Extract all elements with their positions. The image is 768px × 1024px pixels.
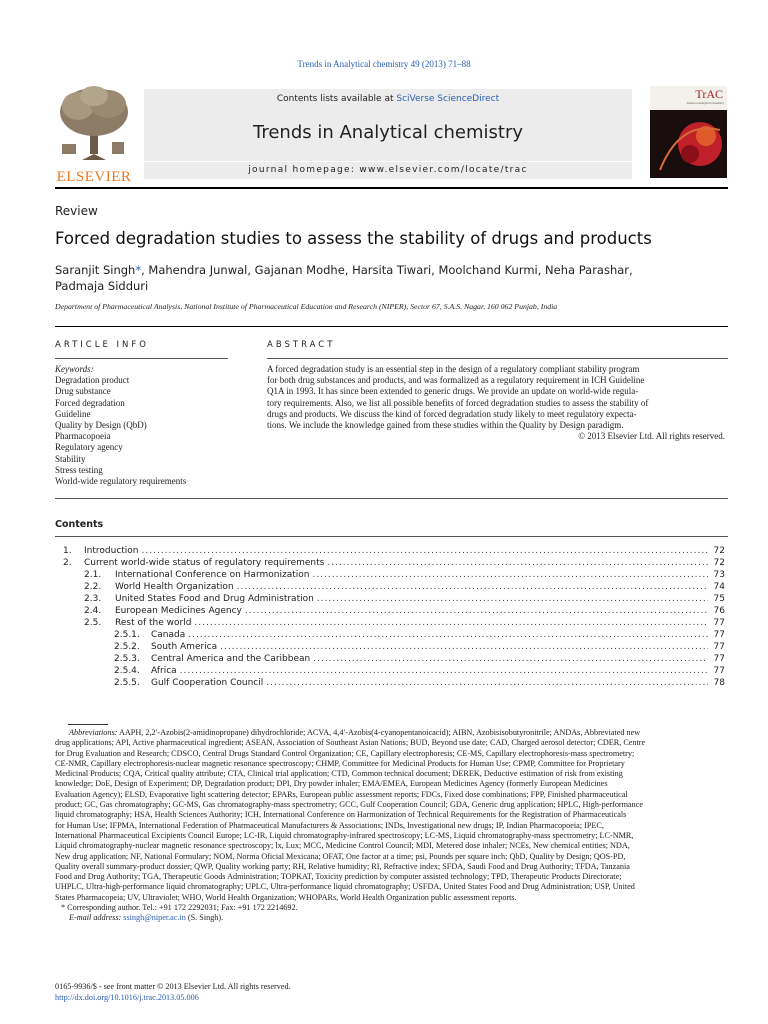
- elsevier-tree-icon: [52, 84, 136, 162]
- abbreviations-line: New drug application; NF, National Formulary; NOM, Norma Oficial Mexicana; OFAT, One factor at a time; psi, Pounds per square inch; QbD, Quality by Design; QOS-PD,: [55, 851, 626, 861]
- abbreviations-line: Evaluation Agency); ELSD, Evaporative light scattering detector; EPARs, European public assessment reports; FDCs, Fixed dose combinations; FPP, Finished pharmaceutical: [55, 789, 628, 799]
- abbreviations-line: knowledge; DoE, Design of Experiment; DP, Degradation product; DPI, Dry powder inhaler; EMA/EMEA, European Medicines Agency (formerly European Medicines: [55, 779, 608, 789]
- toc-number: 2.5.: [84, 618, 102, 628]
- keyword: Drug substance: [55, 386, 111, 397]
- article-info-heading: ARTICLE INFO: [55, 340, 149, 350]
- toc-number: 1.: [63, 546, 72, 556]
- abstract-line: drugs and products. We discuss the kind of forced degradation study likely to meet regulatory expecta-: [267, 408, 637, 419]
- contents-prefix: Contents lists available at: [276, 94, 394, 104]
- abbreviations-line: drug applications; API, Active pharmaceutical ingredient; ASEAN, Association of Southeast Asian Nations; BUD, Beyond use date; CAD, Charged aerosol detector; CDER, Centre: [55, 738, 646, 748]
- toc-page: 74: [713, 582, 725, 592]
- toc-title: Rest of the world: [115, 618, 192, 628]
- abbreviations-label: Abbreviations:: [69, 728, 118, 737]
- abbreviations-line: for Drug Evaluation and Research; CDSCO, Central Drugs Standard Control Organization; CE, Capillary electrophoresis; CE-MS, Capillary electrophoresis-mass spectrometry;: [55, 748, 635, 758]
- toc-number: 2.5.3.: [114, 654, 140, 664]
- toc-page: 72: [713, 546, 725, 556]
- keyword: Pharmacopoeia: [55, 431, 111, 442]
- cover-art-icon: [650, 110, 727, 178]
- toc-number: 2.2.: [84, 582, 102, 592]
- abbreviations-footnote: [55, 728, 730, 924]
- toc-page: 72: [713, 558, 725, 568]
- email-link[interactable]: ssingh@niper.ac.in: [123, 913, 186, 923]
- toc-page: 77: [713, 642, 725, 652]
- toc-title: Africa: [151, 666, 177, 676]
- toc-title: Current world-wide status of regulatory requirements: [84, 558, 325, 568]
- abbreviations-line: for Human Use; IFPMA, International Federation of Pharmaceutical Manufacturers & Associations; INDs, Investigational new drugs; IP, Indian Pharmacopoeia; IPEC,: [55, 820, 604, 830]
- toc-page: 77: [713, 654, 725, 664]
- toc-page: 75: [713, 594, 725, 604]
- keyword: Guideline: [55, 408, 91, 419]
- keyword: Quality by Design (QbD): [55, 420, 147, 431]
- toc-number: 2.: [63, 558, 72, 568]
- abstract-heading: ABSTRACT: [267, 340, 336, 350]
- toc-page: 78: [713, 678, 725, 688]
- abstract-line: tions. We include the knowledge gained from these studies within the Quality by Design paradigm.: [267, 420, 624, 431]
- toc-number: 2.4.: [84, 606, 102, 616]
- toc-number: 2.3.: [84, 594, 102, 604]
- toc-title: Central America and the Caribbean: [151, 654, 311, 664]
- author-last: Padmaja Sidduri: [55, 279, 149, 293]
- toc-page: 73: [713, 570, 725, 580]
- journal-title: Trends in Analytical chemistry: [252, 122, 523, 143]
- toc-number: 2.5.1.: [114, 630, 140, 640]
- toc-page: 77: [713, 666, 725, 676]
- email-suffix: (S. Singh).: [187, 913, 224, 923]
- cover-subtitle: Trends in Analytical Chemistry: [686, 101, 724, 105]
- abbreviations-line: Liquid chromatography-nuclear magnetic resonance spectroscopy; lx, Lux; MCC, Medicine Control Council; MDI, Metered dose inhaler; NCEs, New chemical entities; NDA,: [55, 841, 630, 851]
- toc-item-2-5-5[interactable]: [114, 676, 725, 689]
- issn-line: 0165-9936/$ - see front matter © 2013 Elsevier Ltd. All rights reserved.: [55, 982, 291, 991]
- abstract-line: tory requirements. Also, we list all possible benefits of forced degradation studies to assess the stability of: [267, 397, 649, 408]
- affiliation: Department of Pharmaceutical Analysis, National Institute of Pharmaceutical Education and Research (NIPER), Sector 67, S.A.S. Nagar, 160 062 Punjab, India: [55, 302, 558, 311]
- toc-leader: [266, 678, 708, 689]
- toc-title: World Health Organization: [115, 582, 234, 592]
- authors-rest: , Mahendra Junwal, Gajanan Modhe, Harsita Tiwari, Moolchand Kurmi, Neha Parashar,: [141, 263, 633, 277]
- cover-title: TrAC: [695, 87, 723, 101]
- toc-page: 77: [713, 630, 725, 640]
- article-title: Forced degradation studies to assess the stability of drugs and products: [55, 229, 652, 248]
- toc-title: United States Food and Drug Administration: [115, 594, 314, 604]
- toc-page: 77: [713, 618, 725, 628]
- journal-cover: [650, 86, 727, 178]
- toc-title: Gulf Cooperation Council: [151, 678, 264, 688]
- toc-title: European Medicines Agency: [115, 606, 242, 616]
- toc-title: South America: [151, 642, 218, 652]
- corresponding-author: [55, 903, 730, 913]
- sciencedirect-link[interactable]: SciVerse ScienceDirect: [396, 94, 500, 104]
- keyword: Stress testing: [55, 464, 103, 475]
- abbreviations-line: product; GC, Gas chromatography; GC-MS, Gas chromatography-mass spectrometry; GCC, Gulf Cooperation Council; GDA, Generic drug application; HPLC, High-performance: [55, 800, 644, 810]
- toc-title: International Conference on Harmonization: [115, 570, 310, 580]
- abstract-line: for both drug substances and products, and was formalized as a regulatory requirement in ICH Guideline: [267, 375, 645, 386]
- toc-number: 2.5.5.: [114, 678, 140, 688]
- toc-number: 2.5.2.: [114, 642, 140, 652]
- contents-available-line: [144, 94, 632, 104]
- contents-heading: Contents: [55, 519, 104, 530]
- corresponding-footnote-marker: *: [61, 903, 66, 913]
- article-type: Review: [55, 204, 98, 218]
- toc-number: 2.1.: [84, 570, 102, 580]
- keyword: Degradation product: [55, 375, 130, 386]
- keyword: Forced degradation: [55, 397, 125, 408]
- email-line: [55, 913, 730, 923]
- keywords-label: Keywords:: [55, 364, 94, 374]
- author-corresponding: Saranjit Singh: [55, 263, 136, 277]
- abbreviations-line: Food and Drug Authority; TGA, Therapeutic Goods Administration; TOPKAT, Toxicity prediction by computer assisted technology; TPD, Therapeutic Products Directorate;: [55, 872, 622, 882]
- email-label: E-mail address:: [69, 913, 122, 923]
- keywords-block: [55, 364, 186, 487]
- corresponding-details: Corresponding author. Tel.: +91 172 2292031; Fax: +91 172 2214692.: [67, 903, 298, 913]
- abbreviations-line: AAPH, 2,2′-Azobis(2-amidinopropane) dihydrochloride; ACVA, 4,4′-Azobis(4-cyanopentanoicacid); AIBN, Azobisisobutyronitrile; ANDAs, Abbreviated new: [118, 728, 641, 737]
- abbreviations-line: Quality overall summary-product dossier; QWP, Quality working party; RH, Relative humidity; RI, Refractive index; SFDA, Saudi Food and Drug Authority; TFDA, Tanzania: [55, 861, 630, 871]
- abstract-body: [267, 364, 737, 442]
- abstract-line: Q1A in 1993. It has since been extended to generic drugs. We provide an update on world-wide regula-: [267, 386, 639, 397]
- journal-homepage[interactable]: journal homepage: www.elsevier.com/locate/trac: [248, 165, 528, 175]
- toc-page: 76: [713, 606, 725, 616]
- abstract-line: A forced degradation study is an essential step in the design of a regulatory compliant stability program: [267, 364, 640, 374]
- authors: [55, 262, 735, 294]
- elsevier-logo: [52, 84, 136, 185]
- toc-title: Canada: [151, 630, 186, 640]
- journal-header-box: [144, 89, 632, 179]
- corresponding-marker[interactable]: *: [135, 263, 142, 277]
- abbreviations-line: UHPLC, Ultra-high-performance liquid chromatography; UPLC, Ultra-performance liquid chromatography; USFDA, United States Food and Drug Administration; USP, United: [55, 882, 635, 892]
- abbreviations-line: liquid chromatography; HSA, Health Sciences Authority; ICH, International Conference on Harmonization of Technical Requirements for the Registration of Pharmaceuticals: [55, 810, 627, 820]
- abbreviations-line: States Pharmacopeia; UV, Ultraviolet; WHO, World Health Organization; WHOPARs, World Health Organization public assessment reports.: [55, 892, 517, 902]
- abbreviations-line: International Pharmaceutical Excipients Council Europe; LC-IR, Liquid chromatography-infrared spectroscopy; LC-MS, Liquid chromatography-mass spectrometry; LC-NMR,: [55, 830, 634, 840]
- doi-link[interactable]: http://dx.doi.org/10.1016/j.trac.2013.05.006: [55, 993, 199, 1002]
- copyright: © 2013 Elsevier Ltd. All rights reserved.: [578, 431, 725, 442]
- keyword: Regulatory agency: [55, 442, 123, 453]
- elsevier-wordmark: ELSEVIER: [56, 169, 132, 185]
- abbreviations-line: CE-NMR, Capillary electrophoresis-nuclear magnetic resonance spectroscopy; CHMP, Committee for Medicinal Products for Human Use; CPMP, Committee for Proprietary: [55, 758, 625, 768]
- journal-reference[interactable]: Trends in Analytical chemistry 49 (2013) 71–88: [297, 59, 471, 69]
- keyword: World-wide regulatory requirements: [55, 476, 187, 487]
- keyword: Stability: [55, 453, 86, 464]
- abbreviations-line: Medicinal Products; CQA, Critical quality attribute; CTA, Clinical trial application; CTD, Common technical document; DEREK, Deductive estimation of risk from existing: [55, 769, 623, 779]
- toc-number: 2.5.4.: [114, 666, 140, 676]
- toc-title: Introduction: [84, 546, 139, 556]
